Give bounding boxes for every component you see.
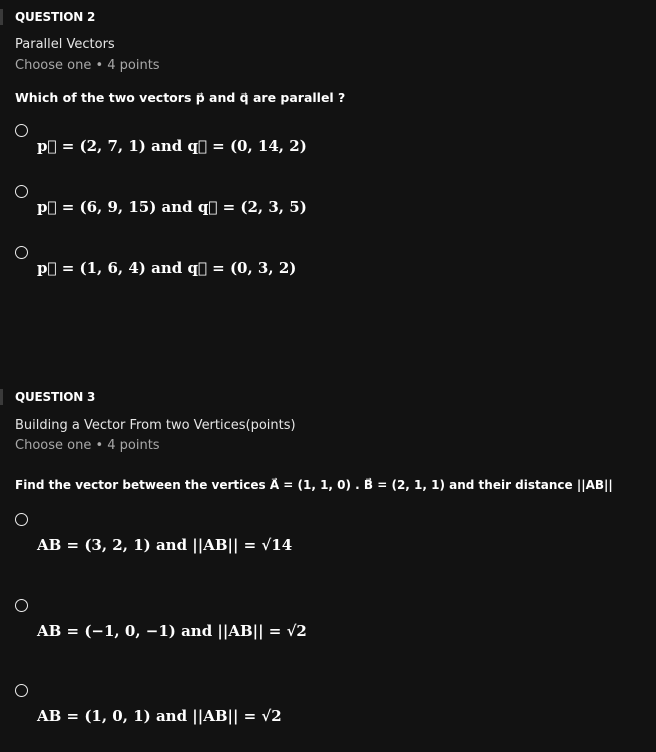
radio-option-1[interactable] <box>15 124 28 137</box>
option-2-text[interactable]: p⃗ = (6, 9, 15) and q⃗ = (2, 3, 5) <box>37 198 307 216</box>
question-meta: Choose one • 4 points <box>15 58 160 73</box>
question-marker <box>0 389 3 405</box>
question-prompt: Which of the two vectors p⃗ and q⃗ are parallel ? <box>15 90 346 105</box>
radio-option-1[interactable] <box>15 513 28 526</box>
question-meta: Choose one • 4 points <box>15 438 160 453</box>
question-number: QUESTION 2 <box>15 10 96 24</box>
question-title: Building a Vector From two Vertices(points) <box>15 418 296 433</box>
option-3-text[interactable]: p⃗ = (1, 6, 4) and q⃗ = (0, 3, 2) <box>37 259 297 277</box>
option-1-text[interactable]: AB = (3, 2, 1) and ||AB|| = √14 <box>37 536 293 554</box>
option-3-text[interactable]: AB = (1, 0, 1) and ||AB|| = √2 <box>37 707 282 725</box>
option-2-text[interactable]: AB = (−1, 0, −1) and ||AB|| = √2 <box>37 622 307 640</box>
question-marker <box>0 9 3 25</box>
option-1-text[interactable]: p⃗ = (2, 7, 1) and q⃗ = (0, 14, 2) <box>37 137 307 155</box>
question-number: QUESTION 3 <box>15 390 96 404</box>
question-title: Parallel Vectors <box>15 37 115 52</box>
radio-option-3[interactable] <box>15 684 28 697</box>
question-prompt: Find the vector between the vertices A⃗ = (1, 1, 0) . B⃗ = (2, 1, 1) and their distance ||AB|| <box>15 478 613 492</box>
radio-option-2[interactable] <box>15 185 28 198</box>
radio-option-3[interactable] <box>15 246 28 259</box>
radio-option-2[interactable] <box>15 599 28 612</box>
